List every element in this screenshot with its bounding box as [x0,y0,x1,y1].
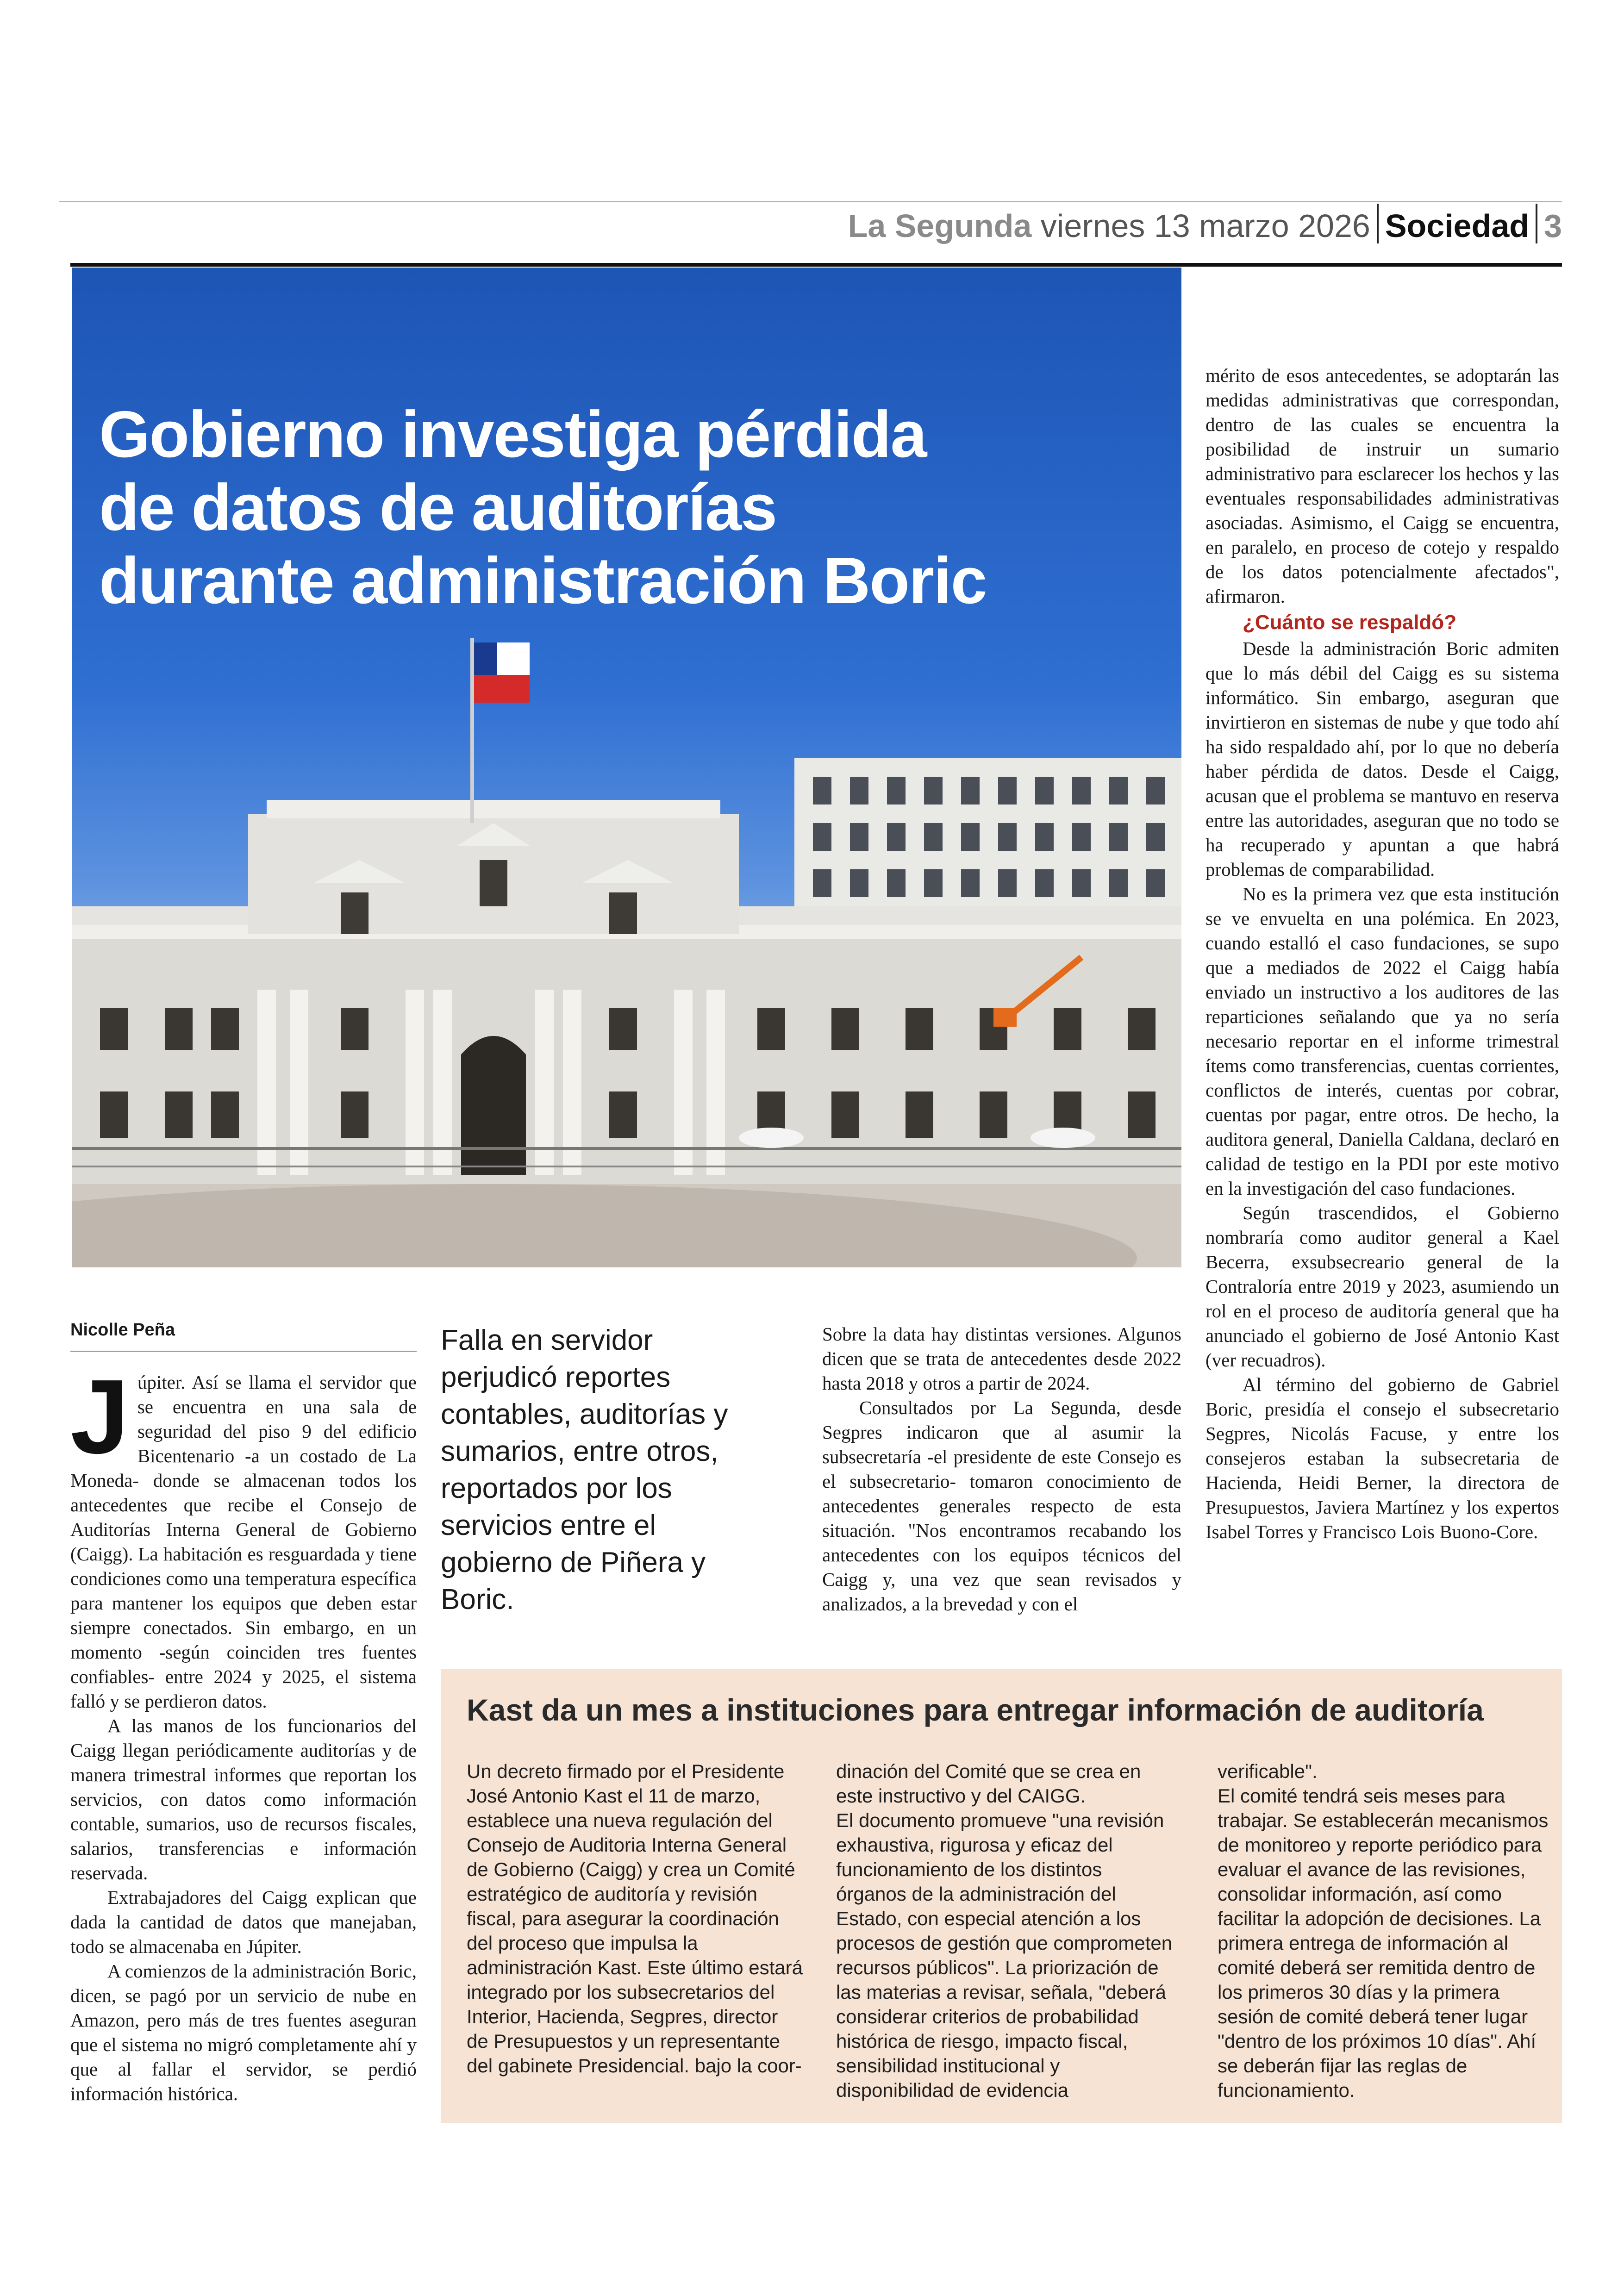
headline [99,398,1164,617]
article-paragraph: Desde la administración Boric admiten que lo más débil del Caigg es su sistema informático. Sin embargo, aseguran que invirtieron en sistemas de nube y que todo ahí ha sido respaldado ahí, por lo que no debería haber pérdida de datos. Desde el Caigg, acusan que el problema se mantuvo en reserva entre las autoridades, aseguran que no todo se ha recuperado y apuntan a que habrá problemas de comparabilidad. [1206,638,1559,880]
masthead-divider [1377,204,1379,243]
box-paragraph: El comité tendrá seis meses para trabajar. Se establecerán mecanismos de monitoreo y reporte periódico para evaluar el avance de las revisiones, consolidar información, así como facilitar la adopción de decisiones. La primera entrega de información al comité deberá ser remitida dentro de los primeros 30 días y la primera sesión de comité deberá tener lugar "dentro de los próximos 10 días". Ahí se deberán fijar las reglas de funcionamiento. [1218,1785,1549,2101]
subhead: ¿Cuánto se respaldó? [1243,611,1457,634]
byline: Nicolle Peña [70,1320,175,1340]
drop-cap: J [70,1358,129,1476]
box-paragraph: verificable". [1218,1760,1318,1782]
issue-date: viernes 13 marzo 2026 [1040,208,1370,244]
pull-quote: Falla en servidor perjudicó reportes contables, auditorías y sumarios, entre otros, reportados por los servicios entre el gobierno de Piñera y Boric. [441,1324,728,1615]
masthead [59,204,1562,259]
article-paragraph: Al término del gobierno de Gabriel Boric, presidía el consejo el subsecretario Segpres, Nicolás Facuse, y entre los consejeros estaban la subsecretaria de Hacienda, Heidi Berner, la directora de Presupuestos, Javiera Martínez y los expertos Isabel Torres y Francisco Lois Buono-Core. [1206,1374,1559,1542]
article-paragraph: mérito de esos antecedentes, se adoptarán las medidas administrativas que correspondan, dentro de las cuales se encuentra la posibilidad de instruir un sumario administrativo para esclarecer los hechos y las eventuales responsabilidades administrativas asociadas. Asimismo, el Caigg se encuentra, en paralelo, en proceso de cotejo y respaldo de los datos potencialmente afectados", afirmaron. [1206,365,1559,607]
article-paragraph: Extrabajadores del Caigg explican que dada la cantidad de datos que manejaban, todo se almacenaba en Júpiter. [70,1887,417,1957]
article-paragraph: A comienzos de la administración Boric, dicen, se pagó por un servicio de nube en Amazon, pero más de tres fuentes aseguran que el sistema no migró completamente ahí y que al fallar el servidor, se perdió información histórica. [70,1960,417,2104]
section-name: Sociedad [1385,208,1530,244]
byline-rule [70,1351,417,1352]
article-column-4 [1206,363,1559,1544]
box-column-3 [1218,1759,1551,2102]
article-paragraph: A las manos de los funcionarios del Caigg llegan periódicamente auditorías y de manera trimestral informes que reportan los servicios, con datos como información contable, sumarios, uso de recursos fiscales, salarios, transferencias e información reservada. [70,1715,417,1883]
page-number: 3 [1544,208,1562,244]
box-title: Kast da un mes a instituciones para entregar información de auditoría [467,1693,1484,1727]
headline-line: de datos de auditorías [99,471,777,544]
article-paragraph: No es la primera vez que esta institución se ve envuelta en una polémica. En 2023, cuando estalló el caso fundaciones, se supo que a mediados de 2022 el Caigg había enviado un instructivo a los auditores de las reparticiones señalando que ya no sería necesario reportar en el informe trimestral ítems como transferencias, cuentas corrientes, conflictos de interés, cuentas por cobrar, cuentas por pagar, entre otros. De hecho, la auditora general, Daniella Caldana, declaró en calidad de testigo en la PDI por este motivo en la investigación del caso fundaciones. [1206,883,1559,1199]
box-column-1 [467,1759,804,2078]
box-paragraph: dinación del Comité que se crea en este instructivo y del CAIGG. [836,1760,1141,1807]
box-column-2 [836,1759,1173,2102]
article-paragraph: Consultados por La Segunda, desde Segpres indicaron que al asumir la subsecretaría -el presidente de este Consejo es el subsecretario- tomaron conocimiento de antecedentes generales respecto de esta situación. "Nos encontramos recabando los antecedentes con los equipos técnicos del Caigg y, una vez que sean revisados y analizados, a la brevedad y con el [822,1397,1181,1615]
header-rule [70,263,1562,267]
masthead-divider [1536,204,1537,243]
headline-line: durante administración Boric [99,544,987,617]
paper-name: La Segunda [848,208,1032,244]
headline-line: Gobierno investiga pérdida [99,398,926,471]
article-paragraph: Según trascendidos, el Gobierno nombraría como auditor general a Kael Becerra, exsubsecreario general de la Contraloría entre 2019 y 2023, asumiendo un rol en el proceso de auditoría general que ha anunciado el gobierno de José Antonio Kast (ver recuadros). [1206,1202,1559,1371]
box-paragraph: Un decreto firmado por el Presidente José Antonio Kast el 11 de marzo, establece una nueva regulación del Consejo de Auditoria Interna General de Gobierno (Caigg) y crea un Comité estratégico de auditoría y revisión fiscal, para asegurar la coordinación del proceso que impulsa la administración Kast. Este último estará integrado por los subsecretarios del Interior, Hacienda, Segpres, director de Presupuestos y un representante del gabinete Presidencial. bajo la coor- [467,1760,803,2077]
article-paragraph [70,1358,417,1714]
paragraph-text: úpiter. Así se llama el servidor que se encuentra en una sala de seguridad del piso 9 del edificio Bicentenario -a un costado de La Moneda- donde se almacenan todos los antecedentes que recibe el Consejo de Auditorías Interna General de Gobierno (Caigg). La habitación es resguardada y tiene condiciones como una temperatura específica para mantener los equipos que deben estar siempre conectados. Sin embargo, en un momento -según coinciden tres fuentes confiables- entre 2024 y 2025, el sistema falló y se perdieron datos. [70,1372,417,1712]
article-column-3 [822,1322,1181,1616]
article-paragraph: Sobre la data hay distintas versiones. Algunos dicen que se trata de antecedentes desde 2022 hasta 2018 y otros a partir de 2024. [822,1323,1181,1394]
top-rule [59,201,1562,202]
article-column-1 [70,1358,417,2106]
box-paragraph: El documento promueve "una revisión exhaustiva, rigurosa y eficaz del funcionamiento de los distintos órganos de la administración del Estado, con especial atención a los procesos de gestión que comprometen recursos públicos". La priorización de las materias a revisar, señala, "deberá considerar criterios de probabilidad histórica de riesgo, impacto fiscal, sensibilidad institucional y disponibilidad de evidencia [836,1809,1173,2101]
